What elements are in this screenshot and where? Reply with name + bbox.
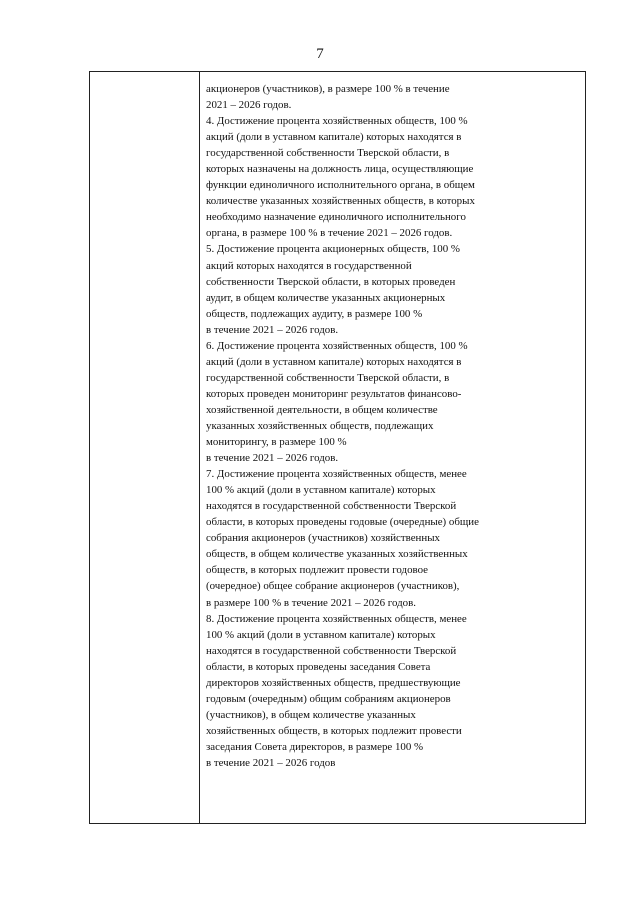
text-line: акций (доли в уставном капитале) которых находятся в	[206, 355, 462, 368]
text-line: 6. Достижение процента хозяйственных обществ, 100 %	[206, 339, 468, 352]
text-line: заседания Совета директоров, в размере 100 %	[206, 740, 424, 753]
text-line: акций (доли в уставном капитале) которых находятся в	[206, 131, 462, 144]
text-line: 100 % акций (доли в уставном капитале) которых	[206, 628, 436, 641]
text-line: аудит, в общем количестве указанных акционерных	[206, 291, 446, 304]
text-line: 2021 – 2026 годов.	[206, 99, 292, 112]
text-line: органа, в размере 100 % в течение 2021 – 2026 годов.	[206, 227, 453, 240]
text-line: мониторингу, в размере 100 %	[206, 436, 347, 449]
text-line: в течение 2021 – 2026 годов.	[206, 452, 339, 465]
indicators-text-cell	[206, 81, 584, 771]
text-line: 8. Достижение процента хозяйственных обществ, менее	[206, 612, 467, 625]
column-divider	[199, 72, 200, 823]
text-line: функции единоличного исполнительного органа, в общем	[206, 179, 475, 192]
text-line: 4. Достижение процента хозяйственных обществ, 100 %	[206, 115, 468, 128]
text-line: количестве указанных хозяйственных обществ, в которых	[206, 195, 475, 208]
text-line: акционеров (участников), в размере 100 % в течение	[206, 83, 450, 95]
text-line: области, в которых проведены заседания Совета	[206, 660, 431, 673]
text-line: (очередное) общее собрание акционеров (участников),	[206, 580, 460, 593]
text-line: находятся в государственной собственности Тверской	[206, 500, 457, 513]
text-line: 100 % акций (доли в уставном капитале) которых	[206, 484, 436, 497]
text-line: необходимо назначение единоличного исполнительного	[206, 211, 466, 224]
page-number: 7	[316, 46, 324, 62]
text-line: в течение 2021 – 2026 годов.	[206, 323, 339, 336]
text-line: указанных хозяйственных обществ, подлежащих	[206, 419, 434, 432]
text-line: в размере 100 % в течение 2021 – 2026 годов.	[206, 596, 416, 609]
text-line: директоров хозяйственных обществ, предшествующие	[206, 676, 461, 689]
text-line: которых проведен мониторинг результатов финансово-	[206, 387, 462, 400]
text-line: государственной собственности Тверской области, в	[206, 147, 450, 160]
text-line: (участников), в общем количестве указанных	[206, 708, 416, 721]
text-line: которых назначены на должность лица, осуществляющие	[206, 163, 474, 176]
text-line: акций которых находятся в государственной	[206, 259, 412, 272]
text-line: собственности Тверской области, в которых проведен	[206, 275, 456, 288]
text-line: 7. Достижение процента хозяйственных обществ, менее	[206, 468, 467, 481]
text-line: находятся в государственной собственности Тверской	[206, 644, 457, 657]
text-line: области, в которых проведены годовые (очередные) общие	[206, 516, 479, 529]
text-line: хозяйственных обществ, в которых подлежит провести	[206, 724, 462, 737]
text-line: годовым (очередным) общим собраниям акционеров	[206, 692, 451, 705]
document-table	[89, 71, 586, 824]
text-line: хозяйственной деятельности, в общем количестве	[206, 403, 438, 416]
text-line: государственной собственности Тверской области, в	[206, 371, 450, 384]
text-line: 5. Достижение процента акционерных обществ, 100 %	[206, 243, 460, 256]
text-line: обществ, в общем количестве указанных хозяйственных	[206, 548, 468, 561]
text-line: собрания акционеров (участников) хозяйственных	[206, 532, 440, 545]
text-line: обществ, подлежащих аудиту, в размере 100 %	[206, 307, 423, 320]
text-line: в течение 2021 – 2026 годов	[206, 756, 336, 769]
text-line: обществ, в которых подлежит провести годовое	[206, 564, 428, 577]
